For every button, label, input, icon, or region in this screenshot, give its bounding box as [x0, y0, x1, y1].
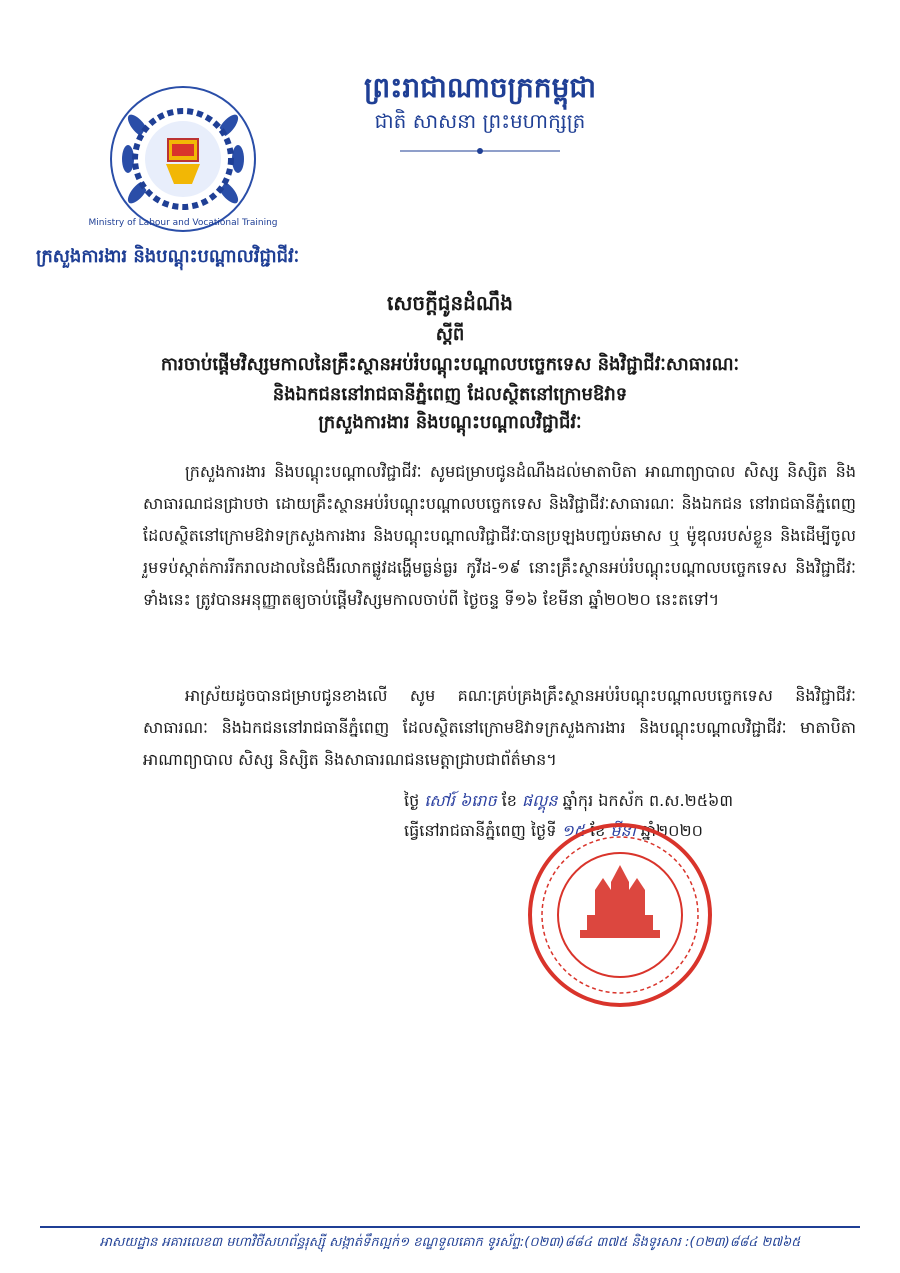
ministry-name: ក្រសួងការងារ និងបណ្តុះបណ្តាលវិជ្ជាជីវៈ: [36, 246, 300, 267]
ornament-divider: [400, 146, 560, 156]
solar-year: ឆ្នាំ២០២០: [640, 821, 703, 840]
body-paragraph-1: ក្រសួងការងារ និងបណ្តុះបណ្តាលវិជ្ជាជីវៈ សូមជម្រាបជូនដំណឹងដល់មាតាបិតា អាណាព្យាបាល សិស្ស និស្សិត និងសាធារណជនជ្រាបថា ដោយគ្រឹះស្ថានអប់រំបណ្តុះបណ្តាលបច្ចេកទេស និងវិជ្ជាជីវៈសាធារណៈ និងឯកជន នៅរាជធានីភ្នំពេញ ដែលស្ថិតនៅក្រោមឱវាទក្រសួងការងារ និងបណ្តុះបណ្តាលវិជ្ជាជីវៈបានប្រឡងបញ្ចប់ឆមាស ឬ ម៉ូឌុលរបស់ខ្លួន និងដើម្បីចូលរួមទប់ស្កាត់ការរីករាលដាលនៃជំងឺរលាកផ្លូវដង្ហើមធ្ងន់ធ្ងរ កូវីដ-១៩ នោះគ្រឹះស្ថានអប់រំបណ្តុះបណ្តាលបច្ចេកទេស និងវិជ្ជាជីវៈទាំងនេះ ត្រូវបានអនុញ្ញាតឲ្យចាប់ផ្តើមវិស្សមកាលចាប់ពី ថ្ងៃចន្ទ ទី១៦ ខែមីនា ឆ្នាំ២០២០ នេះតទៅ។: [143, 462, 856, 609]
official-seal: [525, 820, 715, 1010]
footer-divider: [40, 1226, 860, 1228]
kingdom-title: ព្រះរាជាណាចក្រកម្ពុជា: [363, 71, 596, 104]
ministry-logo: [88, 84, 278, 234]
logo-text: Ministry of Labour and Vocational Training: [88, 218, 278, 228]
solar-day-handwritten: ១៥: [561, 821, 585, 840]
notice-subtitle: ស្តីពី: [435, 324, 465, 345]
notice-subject-line1: ការចាប់ផ្តើមវិស្សមកាលនៃគ្រឹះស្ថានអប់រំបណ្តុះបណ្តាលបច្ចេកទេស និងវិជ្ជាជីវៈសាធារណៈ: [160, 354, 740, 375]
lunar-day-handwritten: សៅរ៍ ៦រោច: [424, 791, 497, 810]
lunar-date-prefix: ថ្ងៃ: [404, 791, 420, 810]
notice-subject-line3: ក្រសួងការងារ និងបណ្តុះបណ្តាលវិជ្ជាជីវៈ: [318, 412, 582, 433]
national-motto: ជាតិ សាសនា ព្រះមហាក្សត្រ: [374, 109, 586, 133]
notice-title: សេចក្តីជូនដំណឹង: [387, 291, 513, 315]
footer-address: អាសយដ្ឋាន អគារលេខ៣ មហាវិថីសហព័ន្ធរុស្ស៊ី សង្កាត់ទឹកល្អក់១ ខណ្ឌទួលគោក ទូរស័ព្ទ:(០២៣)៨៨៤ ៣៧៥ និងទូរសារ :(០២៣)៨៨៤ ២៧៦៥: [99, 1235, 801, 1250]
body-paragraph-2: អាស្រ័យដូចបានជម្រាបជូនខាងលើ សូម គណៈគ្រប់គ្រងគ្រឹះស្ថានអប់រំបណ្តុះបណ្តាលបច្ចេកទេស និងវិជ្ជាជីវៈសាធារណៈ និងឯកជននៅរាជធានីភ្នំពេញ ដែលស្ថិតនៅក្រោមឱវាទក្រសួងការងារ និងបណ្តុះបណ្តាលវិជ្ជាជីវៈ មាតាបិតា អាណាព្យាបាល សិស្ស និស្សិត និងសាធារណជនមេត្តាជ្រាបជាព័ត៌មាន។: [143, 686, 856, 769]
lunar-year: ឆ្នាំកុរ ឯកស័ក ព.ស.២៥៦៣: [562, 791, 734, 810]
lunar-month-label: ខែ: [501, 791, 517, 810]
notice-subject-line2: និងឯកជននៅរាជធានីភ្នំពេញ ដែលស្ថិតនៅក្រោមឱវាទ: [272, 384, 628, 405]
solar-month-label: ខែ: [589, 821, 606, 840]
solar-month-handwritten: មីនា: [610, 821, 636, 840]
lunar-date-line: [404, 790, 733, 814]
lunar-month-handwritten: ផល្គុន: [522, 791, 558, 810]
solar-date-prefix: ធ្វើនៅរាជធានីភ្នំពេញ ថ្ងៃទី: [404, 821, 557, 840]
